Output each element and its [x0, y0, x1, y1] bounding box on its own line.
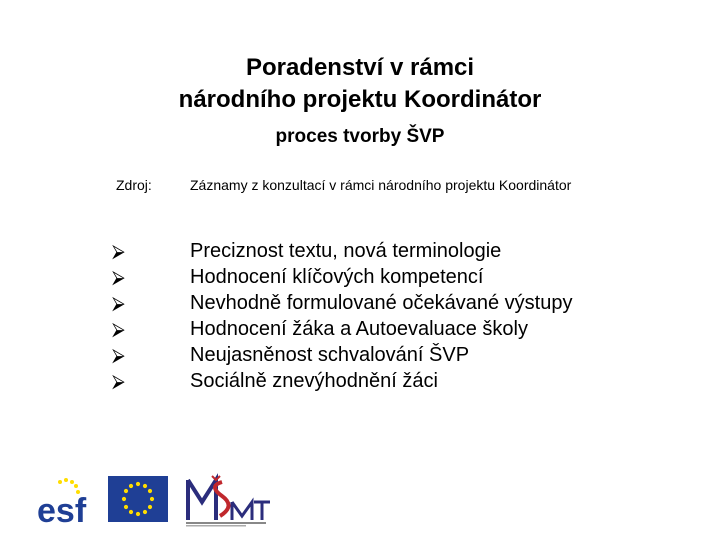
title-line-1: Poradenství v rámci: [245, 54, 475, 81]
arrowhead-bullet-icon: ⮚: [112, 267, 125, 287]
arrowhead-bullet-icon: ⮚: [112, 293, 125, 313]
list-item-text: Hodnocení klíčových kompetencí: [190, 266, 484, 288]
list-item: [112, 368, 592, 394]
source-label: Zdroj:: [116, 177, 152, 193]
esf-logo: [36, 476, 90, 528]
esf-logo-text: esf: [37, 492, 87, 528]
msmt-logo: [186, 476, 270, 527]
list-item: [112, 290, 592, 316]
list-item-text: Preciznost textu, nová terminologie: [190, 240, 502, 262]
eu-flag-logo: [108, 476, 168, 522]
title-line-2: národního projektu Koordinátor: [178, 86, 542, 113]
list-item-text: Hodnocení žáka a Autoevaluace školy: [190, 318, 528, 340]
source-text: Záznamy z konzultací v rámci národního projektu Koordinátor: [190, 177, 572, 193]
list-item-text: Nevhodně formulované očekávané výstupy: [190, 292, 573, 314]
bullet-list: [112, 238, 592, 394]
arrowhead-bullet-icon: ⮚: [112, 241, 125, 261]
arrowhead-bullet-icon: ⮚: [112, 345, 125, 365]
list-item: [112, 316, 592, 342]
arrowhead-bullet-icon: ⮚: [112, 319, 125, 339]
list-item: [112, 264, 592, 290]
list-item: [112, 342, 592, 368]
page-subtitle: proces tvorby ŠVP: [275, 126, 445, 147]
list-item-text: Sociálně znevýhodnění žáci: [190, 370, 438, 392]
list-item: [112, 238, 592, 264]
list-item-text: Neujasněnost schvalování ŠVP: [190, 344, 470, 366]
logo-strip: [36, 472, 276, 528]
page-title: [0, 52, 720, 116]
arrowhead-bullet-icon: ⮚: [112, 371, 125, 391]
